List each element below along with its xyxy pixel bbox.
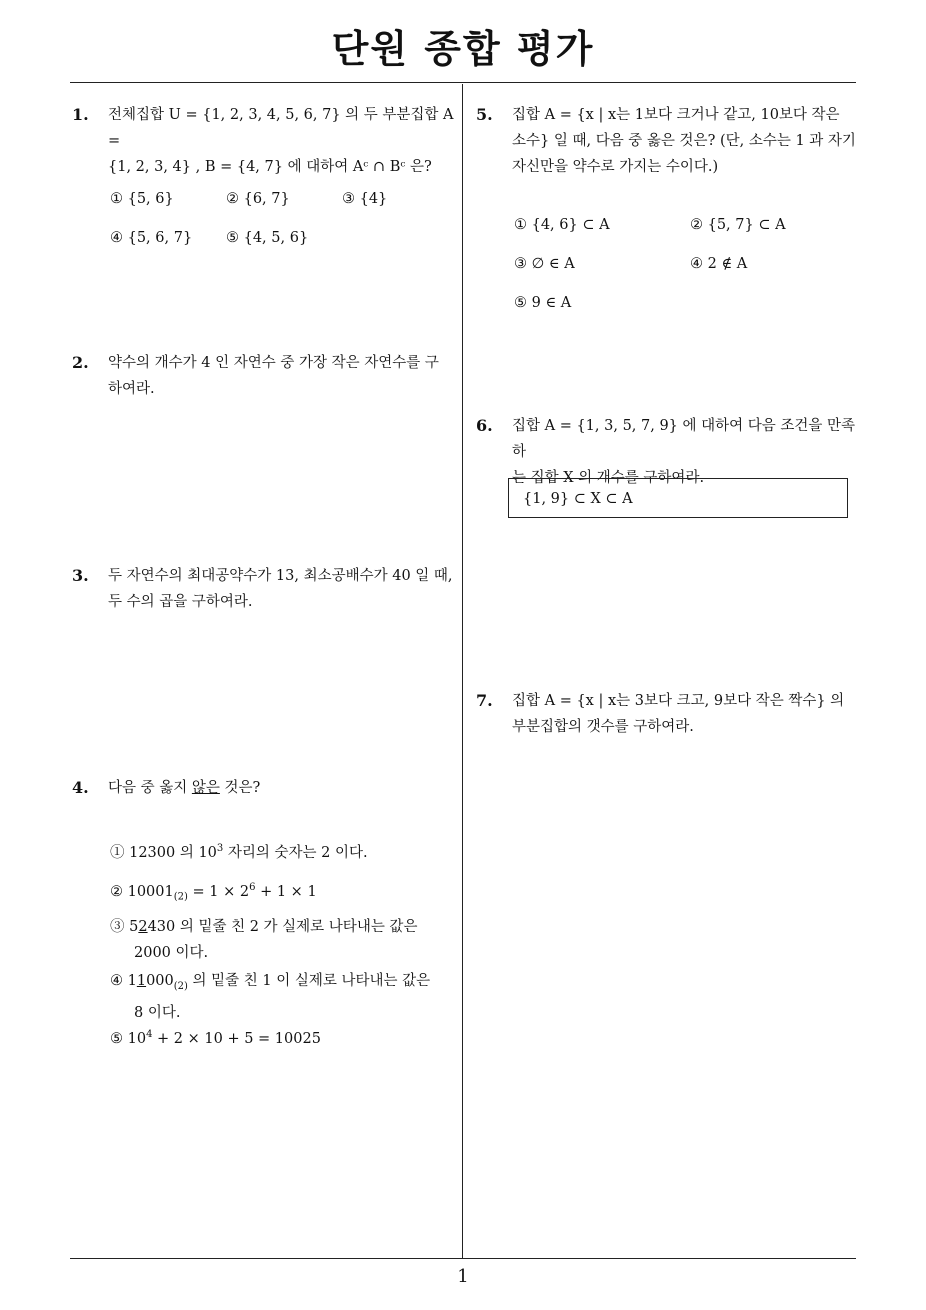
question-4 bbox=[72, 775, 462, 801]
q5-option-5[interactable]: ⑤ 9 ∈ A bbox=[514, 295, 572, 311]
q4-option-3[interactable]: ③ 52430 의 밑줄 친 2 가 실제로 나타내는 값은 2000 이다. bbox=[110, 919, 418, 961]
q5-option-2[interactable]: ② {5, 7} ⊂ A bbox=[690, 217, 786, 233]
condition-box: {1, 9} ⊂ X ⊂ A bbox=[508, 478, 848, 518]
question-1 bbox=[72, 102, 462, 180]
column-divider bbox=[462, 84, 463, 1259]
bottom-rule bbox=[70, 1258, 856, 1259]
question-number: 4. bbox=[72, 778, 89, 797]
q5-option-4[interactable]: ④ 2 ∉ A bbox=[690, 256, 748, 272]
question-text: 집합 A = {x | x는 3보다 크고, 9보다 작은 짝수} 의 부분집합의 갯수를 구하여라. bbox=[512, 693, 845, 735]
question-text: 약수의 개수가 4 인 자연수 중 가장 작은 자연수를 구 하여라. bbox=[108, 355, 439, 397]
question-2 bbox=[72, 350, 462, 402]
question-number: 1. bbox=[72, 105, 89, 124]
question-text: 두 자연수의 최대공약수가 13, 최소공배수가 40 일 때, 두 수의 곱을 구하여라. bbox=[108, 568, 453, 610]
question-text: 집합 A = {1, 3, 5, 7, 9} 에 대하여 다음 조건을 만족하 는 집합 X 의 개수를 구하여라. bbox=[512, 418, 856, 486]
q1-option-2[interactable]: ② {6, 7} bbox=[226, 191, 290, 207]
question-number: 7. bbox=[476, 691, 493, 710]
q1-option-3[interactable]: ③ {4} bbox=[342, 191, 388, 207]
q4-option-2[interactable]: ② $10001_{(2)} = 1 \times 2^6 + 1 \times 1$ bbox=[110, 882, 317, 903]
top-rule bbox=[70, 82, 856, 83]
question-text: 전체집합 U = {1, 2, 3, 4, 5, 6, 7} 의 두 부분집합 A = {1, 2, 3, 4} , B = {4, 7} 에 대하여 Aᶜ ∩ Bᶜ 은? bbox=[108, 107, 454, 175]
question-number: 5. bbox=[476, 105, 493, 124]
question-number: 6. bbox=[476, 416, 493, 435]
q1-option-4[interactable]: ④ {5, 6, 7} bbox=[110, 230, 193, 246]
underlined-word: 않은 bbox=[191, 780, 220, 796]
question-5 bbox=[476, 102, 868, 180]
q4-option-4[interactable]: ④ $11000_{(2)}$ 의 밑줄 친 1 이 실제로 나타내는 값은 8 이다. bbox=[110, 973, 431, 1021]
q5-option-3[interactable]: ③ ∅ ∈ A bbox=[514, 256, 575, 272]
q4-option-5[interactable]: ⑤ $10^4 + 2 \times 10 + 5 = 10025$ bbox=[110, 1029, 321, 1047]
q4-option-1[interactable]: ① 12300 의 $10^3$ 자리의 숫자는 2 이다. bbox=[110, 843, 368, 861]
question-7 bbox=[476, 688, 868, 740]
question-number: 3. bbox=[72, 566, 89, 585]
question-text: 다음 중 옳지 않은 것은? bbox=[108, 780, 261, 796]
q1-option-1[interactable]: ① {5, 6} bbox=[110, 191, 174, 207]
page-number: 1 bbox=[457, 1266, 469, 1287]
question-number: 2. bbox=[72, 353, 89, 372]
page-title: 단원 종합 평가 bbox=[331, 27, 595, 71]
question-3 bbox=[72, 563, 462, 615]
q5-option-1[interactable]: ① {4, 6} ⊂ A bbox=[514, 217, 610, 233]
q1-option-5[interactable]: ⑤ {4, 5, 6} bbox=[226, 230, 309, 246]
question-text: 집합 A = {x | x는 1보다 크거나 같고, 10보다 작은 소수} 일 때, 다음 중 옳은 것은? (단, 소수는 1 과 자기 자신만을 약수로 가지는 수이다.) bbox=[512, 107, 856, 175]
